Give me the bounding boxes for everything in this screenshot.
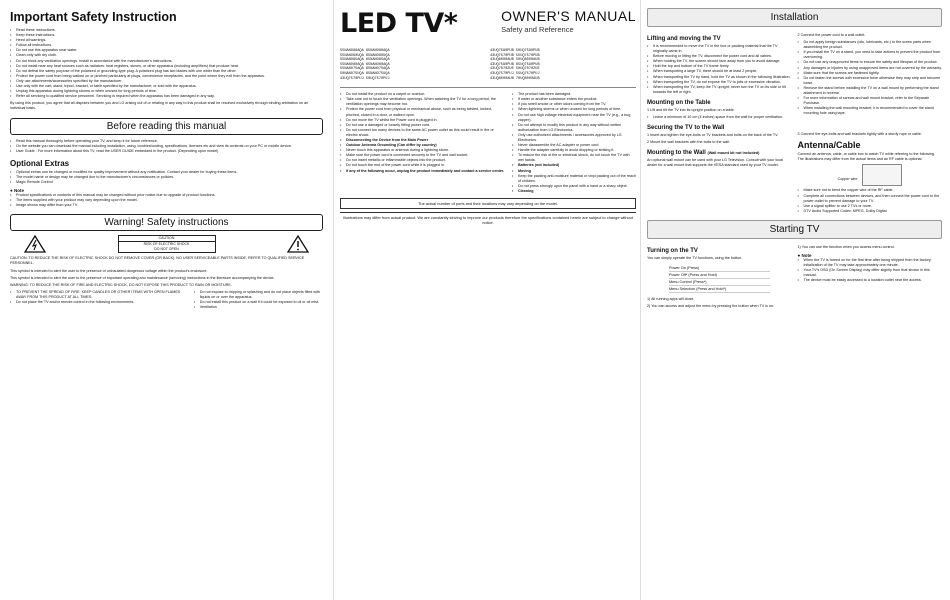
list-item: • User Guide : For more information about this TV, read the USER GUIDE embedded in the product. (Depending upon model) (10, 149, 323, 154)
model-row: 43UQ7570PUB 55UQ7570PUB (490, 53, 540, 58)
securing-step: 2 Mount the wall brackets with the bolts to the wall. (647, 140, 731, 145)
model-row: 55NANO90UQA 65NANO90UQA (340, 53, 390, 58)
safety-reference-subtitle: Safety and Reference (501, 25, 574, 34)
list-item: • Do not use any unapproved items to ensure the safety and lifespan of the product. (798, 60, 943, 65)
note-label: Note (13, 188, 24, 194)
list-item: • When lightning storms or when unused for long periods of time. (512, 107, 636, 112)
note-list (10, 193, 323, 208)
wall-columns (647, 120, 942, 214)
arbitration-paragraph: By using this product, you agree that all disputes between you and LG arising out of or relating in any way to this product shall be resolved exclusively through binding arbitration on an individual basis. (10, 101, 309, 111)
list-item: • Do not insert metallic or inflammable objects into the product. (340, 158, 506, 163)
warning-heading: Warning! Safety instructions (10, 214, 323, 231)
list-item: • Make sure the power cord is connected securely to the TV and wall socket. (340, 153, 506, 158)
list-item: • Protect the power cord from being walked on or pinched particularly at plugs, convenience receptacles, and the point where they exit from the apparatus. (10, 74, 323, 79)
table-mount-heading: Mounting on the Table (647, 99, 711, 106)
list-item: • Handle the adapter carefully to avoid dropping or striking it. (512, 148, 636, 153)
warning-columns (10, 290, 323, 310)
installation-banner: Installation (647, 8, 942, 27)
note-icon: ● (797, 252, 801, 258)
warning-col-b (194, 290, 323, 310)
list-item: • Protect the power cord from physical or mechanical abuse, such as being twisted, kinked, pinched, closed in a door, or walked upon. (340, 107, 506, 117)
cover-title-row (340, 8, 636, 39)
caution-title: CAUTION (119, 236, 215, 242)
model-row: 43UQ7590PUB 50UQ7590PUB (490, 49, 540, 53)
installation-right-column (798, 31, 943, 120)
safety-body-right (512, 92, 636, 194)
wall-right-column (798, 120, 943, 214)
list-item: • Heed all warnings. (10, 38, 323, 43)
model-column (340, 49, 486, 81)
starting-note-list (798, 258, 943, 283)
list-item: • Optional extras can be changed or modified for quality improvement without any notification. Contact your dealer for buying these items. (10, 170, 323, 175)
list-item: • Do not use a damaged or loosely fitting power cord. (340, 123, 506, 128)
caution-paragraph: CAUTION: TO REDUCE THE RISK OF ELECTRIC SHOCK DO NOT REMOVE COVER (OR BACK). NO USER SERVICEABLE PARTS INSIDE. REFER TO QUALIFIED SERVICE PERSONNEL. (10, 256, 305, 266)
optional-list (10, 170, 323, 185)
list-item: • It is recommended to move the TV in the box or packing material that the TV originally came in. (647, 44, 792, 54)
list-item: • Do not connect too many devices to the same AC power outlet as this could result in fire or electric shock. (340, 128, 506, 138)
list-item: • Remove the stand before installing the TV on a wall mount by performing the stand attachment in reverse. (798, 86, 943, 96)
list-item: • If water or another substance enters the product. (512, 97, 636, 102)
list-item: • Before moving or lifting the TV, disconnect the power cord and all cables. (647, 54, 792, 59)
page-right (640, 0, 950, 600)
lightning-paragraph: This symbol is intended to alert the user to the presence of uninsulated dangerous voltage within the product's enclosure. (10, 268, 208, 273)
note-icon: ● (10, 188, 13, 194)
list-item: Power On (Press) (669, 265, 770, 272)
model-list (340, 49, 636, 81)
button-function-list (669, 265, 770, 293)
optional-extras-heading: Optional Extras (10, 158, 70, 168)
page-middle (333, 0, 640, 600)
list-item: • When installing the wall mounting bracket, it is recommended to cover the stand mounting hole using tape. (798, 106, 943, 116)
lightning-warning-icon (24, 235, 46, 253)
list-item: Menu Control (Press*) (669, 279, 770, 286)
list-item: • Do not use this apparatus near water. (10, 48, 323, 53)
list-item: • Outdoor Antenna Grounding (Can differ by country) (340, 143, 506, 148)
list-item: • Make sure not to bend the copper wire of the RF cable. (798, 188, 943, 193)
antenna-list (798, 188, 943, 213)
list-item: • When transporting the TV, keep the TV upright; never turn the TV on its side or tilt towards the left or right. (647, 85, 792, 95)
list-item: • Make sure that the screws are fastened tightly. (798, 71, 943, 76)
list-item: • Moving (512, 169, 636, 174)
list-item: • Use a signal splitter to use 2 TVs or more. (798, 204, 943, 209)
caution-subtitle: DO NOT OPEN (154, 247, 179, 252)
starting-tv-banner: Starting TV (647, 220, 942, 239)
note-label: Note (801, 252, 812, 258)
list-item: • Read this manual thoroughly before operating your TV, and keep it for future reference. (10, 139, 323, 144)
copper-wire-label: Copper wire (837, 176, 858, 181)
owner-manual-block (501, 8, 636, 34)
list-item: • Do not place the TV and/or remote control in the following environments: (10, 300, 188, 305)
list-item: • Product specifications or contents of this manual may be changed without prior notice due to upgrade of product functions. (10, 193, 323, 198)
list-item: • Hold the top and bottom of the TV frame firmly. (647, 64, 792, 69)
list-item: • If you smell smoke or other odors coming from the TV. (512, 102, 636, 107)
list-item: • Magic Remote Control (10, 180, 323, 185)
list-item: • Keep these instructions. (10, 33, 323, 38)
starting-right-column (798, 243, 943, 311)
list-item: • Disconnecting the Device from the Main Power (340, 138, 506, 143)
starting-left-column (647, 243, 792, 311)
list-item: • Clean only with dry cloth. (10, 53, 323, 58)
starting-columns (647, 243, 942, 311)
model-row: 43UQ7570PUJ 50UQ7570PUJ (340, 76, 390, 81)
turning-on-heading: Turning on the TV (647, 247, 698, 254)
list-item: • Do not touch the end of the power cord while it is plugged in. (340, 163, 506, 168)
table-list (647, 115, 792, 120)
securing-step: 1 Insert and tighten the eye-bolts or TV brackets and bolts on the back of the TV. (647, 133, 779, 138)
model-row: 43UQ7570PUJ 55UQ7570PUJ (490, 71, 540, 76)
lifting-heading: Lifting and moving the TV (647, 36, 721, 42)
list-item: • Any damages or injuries by using unapproved items are not covered by the warranty. (798, 66, 943, 71)
list-item: • Image shown may differ from your TV. (10, 203, 323, 208)
list-item: • Cleaning (512, 189, 636, 194)
list-item: • The device must be easily accessed to a location outlet near the access. (798, 278, 943, 283)
list-item: • Refer all servicing to qualified service personnel. Servicing is required when the apparatus has been damaged in any way. (10, 94, 323, 99)
list-item: • The items supplied with your product may vary depending upon the model. (10, 198, 323, 203)
lifting-list (647, 44, 792, 95)
ports-footnote: The actual number of ports and their locations may vary depending on the model. (340, 198, 636, 209)
list-item: • Keep the packing anti-moisture material or vinyl packing out of the reach of children. (512, 174, 636, 184)
safety-body-columns (340, 87, 636, 194)
list-item: • Never touch this apparatus or antenna during a lightning storm. (340, 148, 506, 153)
model-row: 43UQ8000AUB 50UQ8000AUB (490, 58, 540, 63)
safety-body-left (340, 92, 506, 194)
list-item: • Do not defeat the safety purpose of the polarized or grounding-type plug. A polarized plug has two blades with one wider than the other. (10, 69, 323, 74)
turning-on-paragraph: You can simply operate the TV functions, using the button. (647, 255, 743, 260)
illustration-footnote: Illustrations may differ from actual product. We are constantly striving to improve our products therefore the specifications contained herein are subject to change without notice. (340, 212, 636, 227)
wall-mount-heading (647, 150, 792, 156)
rf-cable-icon (862, 164, 902, 186)
list-item: • Do not use high voltage electrical equipment near the TV (e.g., a bug zapper). (512, 113, 636, 123)
list-item: • Do not apply foreign substances (oils, lubricants, etc.) to the screw parts when assembling the product. (798, 40, 943, 50)
caution-row (24, 235, 309, 253)
list-item: • Only use authorized attachments / accessories approved by LG Electronics. (512, 133, 636, 143)
list-item: • Do not press strongly upon the panel with a hand or a sharp object. (512, 184, 636, 189)
list-item: • When transporting the TV, do not expose the TV to jolts or excessive vibration. (647, 80, 792, 85)
installation-left-column (647, 31, 792, 120)
model-row: 55NANO80AQA 65NANO80AQA (340, 62, 390, 67)
list-item: • The product has been damaged. (512, 92, 636, 97)
list-item: • When transporting the TV by hand, hold the TV as shown in the following illustration. (647, 75, 792, 80)
list-item: • DTV Audio Supported Codec: MPEG, Dolby Digital (798, 209, 943, 214)
model-row: 55NANO75AQA 65NANO75AQA (340, 67, 390, 72)
model-row: 55NANO86AQA 65NANO86AQA (340, 49, 390, 53)
starting-footnote: 1) You can use the function when you access menu control. (797, 244, 895, 249)
model-column (490, 49, 636, 81)
list-item: • Follow all instructions. (10, 43, 323, 48)
installation-columns (647, 31, 942, 120)
list-item: • Only use attachments/accessories specified by the manufacturer. (10, 79, 323, 84)
warning-col-a (10, 290, 188, 310)
list-item: • Do not move the TV whilst the Power cord is plugged in. (340, 118, 506, 123)
connect-power-step: 2 Connect the power cord to a wall outlet. (797, 33, 866, 37)
safety-title: Important Safety Instruction (10, 10, 177, 24)
list-item: Power Off* (Press and Hold) (669, 272, 770, 279)
list-item: • Read these instructions. (10, 28, 323, 33)
securing-step: 3 Connect the eye-bolts and wall brackets tightly with a sturdy rope or cable. (797, 132, 922, 137)
safety-list (10, 28, 323, 99)
list-item: • When transporting a large TV, there should be at least 2 people. (647, 69, 792, 74)
exclamation-warning-icon (287, 235, 309, 253)
list-item: • Do not install this product on a wall if it could be exposed to oil or oil mist. (194, 300, 323, 305)
list-item: • Take care not to touch the ventilation openings. When watching the TV for a long period, the ventilation openings may become hot. (340, 97, 506, 107)
before-list (10, 139, 323, 154)
list-item: • Never disassemble the AC adapter or power cord. (512, 143, 636, 148)
list-item: • Do not install the product on a carpet or cushion. (340, 92, 506, 97)
model-row: 55NANO85AQA 65NANO85AQA (340, 58, 390, 63)
wall-mount-paragraph: An optional wall mount can be used with your LG Television. Consult with your local dealer for a wall mount that supports the VESA standard used by your TV model. (647, 158, 784, 168)
list-item: • Unplug this apparatus during lightning storms or when unused for long periods of time. (10, 89, 323, 94)
list-item: • Do not block any ventilation openings. Install in accordance with the manufacturer's instructions. (10, 59, 323, 64)
page-left (0, 0, 333, 600)
list-item: • Do not fasten the screws with excessive force otherwise they may strip and become loose. (798, 76, 943, 86)
fire-warning-paragraph: WARNING: TO REDUCE THE RISK OF FIRE AND ELECTRIC SHOCK, DO NOT EXPOSE THIS PRODUCT TO RAIN OR MOISTURE. (10, 282, 232, 287)
model-row: 50NANO75UQA 65NANO75UQA (340, 71, 390, 76)
install-notes-list (798, 40, 943, 116)
copper-wire-figure (798, 164, 943, 186)
list-item: • When the TV is turned on for the first time after being shipped from the factory, initialization of the TV may take approximately one minute. (798, 258, 943, 268)
list-item: • When holding the TV, the screen should face away from you to avoid damage. (647, 59, 792, 64)
model-row: 43UQ7590PUB 65UQ7590PUB (490, 62, 540, 67)
table-step: 1 Lift and tilt the TV into its upright position on a table. (647, 107, 735, 112)
list-item: • Complete all connections between devices, and then connect the power cord to the power outlet to prevent damage to your TV. (798, 194, 943, 204)
securing-heading: Securing the TV to the Wall (647, 125, 725, 132)
antenna-paragraph: Connect an antenna, cable, or cable box to watch TV while referring to the following. The illustrations may differ from the actual items and an RF cable is optional. (797, 152, 935, 162)
exclamation-paragraph: This symbol is intended to alert the user to the presence of important operating and maintenance (servicing) instructions in the literature accompanying the device. (10, 275, 275, 280)
list-item: • For more information of screws and wall mount bracket, refer to the Separate Purchase. (798, 96, 943, 106)
wall-left-column (647, 120, 792, 214)
turning-footnote: 1) All running apps will close. (647, 296, 695, 301)
turning-footnote: 2) You can access and adjust the menu by pressing the button when TV is on. (647, 304, 775, 309)
caution-box (118, 235, 216, 253)
list-item: • To reduce the risk of fire or electrical shock, do not touch the TV with wet hands. (512, 153, 636, 163)
list-item: Menu Selection (Press and Hold*) (669, 286, 770, 293)
list-item: • Leave a minimum of 10 cm (4 inches) space from the wall for proper ventilation. (647, 115, 792, 120)
list-item: • On the website you can download the manual including installation, using, troubleshooting, specifications, licenses etc and view its contents on your PC or mobile device. (10, 144, 323, 149)
list-item: • Use only with the cart, stand, tripod, bracket, or table specified by the manufacturer, or sold with the apparatus. (10, 84, 323, 89)
list-item: • Do not install near any heat sources such as radiators, heat registers, stoves, or other apparatus (including amplifiers) that produce heat. (10, 64, 323, 69)
before-reading-heading: Before reading this manual (10, 118, 323, 135)
wall-mount-title: Mounting to the Wall (647, 150, 706, 157)
list-item: • If you install the TV on a stand, you need to take actions to prevent the product from overturning. (798, 50, 943, 60)
list-item: • TO PREVENT THE SPREAD OF FIRE, KEEP CANDLES OR OTHER ITEMS WITH OPEN FLAMES AWAY FROM THIS PRODUCT AT ALL TIMES. (10, 290, 188, 300)
caution-subtitle: RISK OF ELECTRIC SHOCK (143, 242, 190, 247)
list-item: • Batteries (not included) (512, 163, 636, 168)
list-item: • Your TV's OSD (On Screen Display) may differ slightly from that shown in this manual. (798, 268, 943, 278)
list-item: • Do not attempt to modify this product in any way without written authorization from LG Electronics. (512, 123, 636, 133)
model-row: 43UQ8000AUB 70UQ8000AUB (490, 76, 540, 81)
list-item: • Ventilation (194, 305, 323, 310)
antenna-heading: Antenna/Cable (797, 140, 861, 151)
list-item: • Do not expose to dripping or splashing and do not place objects filled with liquids on or over the apparatus. (194, 290, 323, 300)
wall-mount-subtitle: (Wall mount kit not included) (707, 151, 760, 156)
owners-manual-title: OWNER'S MANUAL (501, 8, 636, 24)
led-tv-title: LED TV* (340, 8, 458, 39)
list-item: • The model name or design may be changed due to the manufacturer's circumstances or policies. (10, 175, 323, 180)
list-item: • If any of the following occur, unplug the product immediately and contact a service center. (340, 169, 506, 174)
model-row: 43UQ7070ZUE 50UQ7070ZUE (490, 67, 540, 72)
